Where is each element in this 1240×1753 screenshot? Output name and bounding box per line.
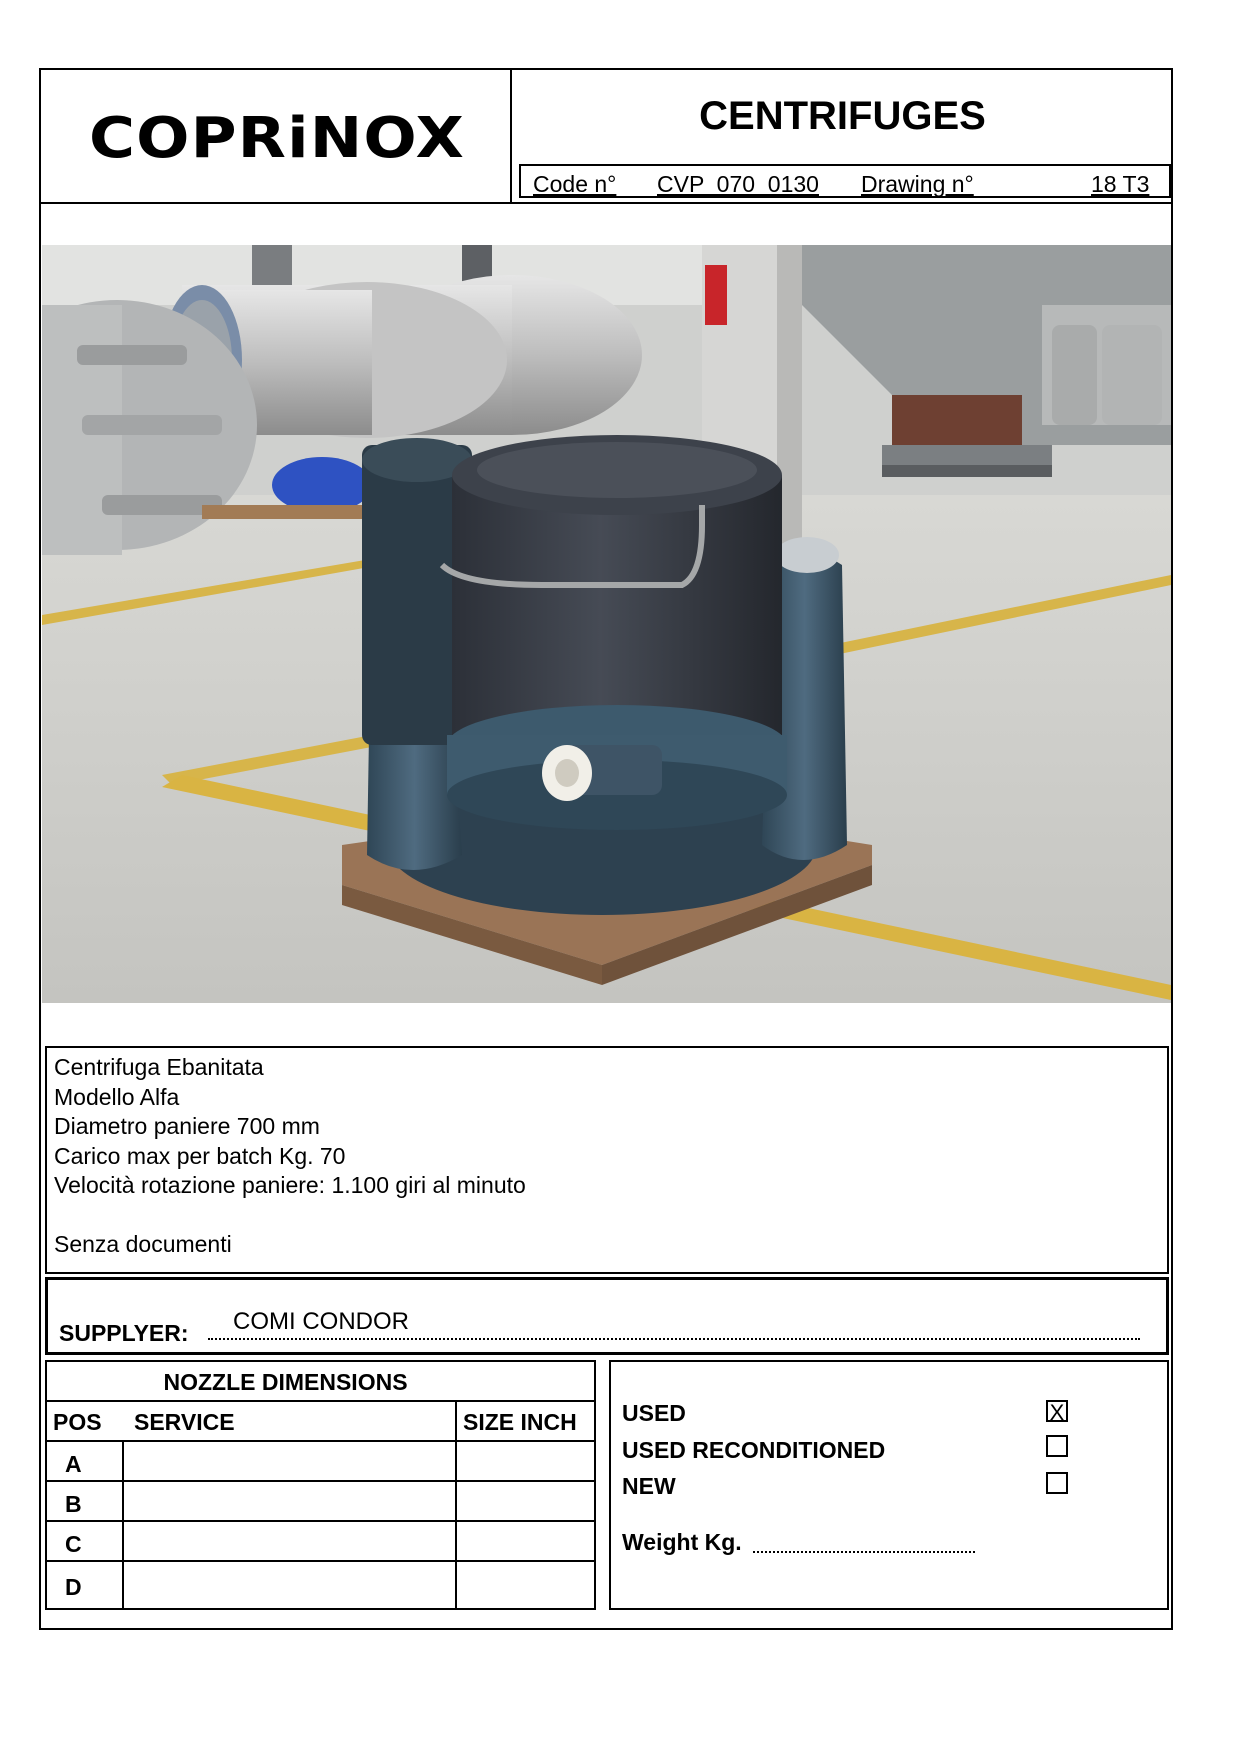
table-row xyxy=(47,1562,594,1608)
description-note: Senza documenti xyxy=(54,1230,232,1257)
row-pos: D xyxy=(65,1574,82,1600)
supplier-box xyxy=(45,1277,1169,1355)
code-row xyxy=(519,164,1171,198)
table-row xyxy=(47,1482,594,1522)
description-line: Velocità rotazione paniere: 1.100 giri al minuto xyxy=(54,1172,526,1198)
table-row xyxy=(47,1522,594,1562)
logo-cell xyxy=(41,70,512,202)
header-pos: POS xyxy=(53,1409,102,1435)
nozzle-table-title xyxy=(47,1362,594,1402)
datasheet xyxy=(39,68,1173,1630)
description-line: Diametro paniere 700 mm xyxy=(54,1113,320,1139)
new-label: NEW xyxy=(622,1473,676,1499)
row-pos: A xyxy=(65,1451,82,1477)
table-row xyxy=(47,1442,594,1482)
product-photo xyxy=(42,245,1171,1003)
drawing-label: Drawing n° xyxy=(861,171,974,197)
new-checkbox[interactable] xyxy=(1046,1472,1068,1494)
used-reconditioned-label: USED RECONDITIONED xyxy=(622,1437,886,1463)
description-line: Modello Alfa xyxy=(54,1083,180,1110)
used-checkbox[interactable]: X xyxy=(1046,1400,1068,1422)
page-title: CENTRIFUGES xyxy=(699,94,986,138)
code-label: Code n° xyxy=(533,171,617,197)
condition-box xyxy=(609,1360,1169,1610)
code-value: CVP 070 0130 xyxy=(657,171,819,197)
supplier-value: COMI CONDOR xyxy=(233,1308,409,1335)
row-pos: B xyxy=(65,1491,82,1517)
header-service: SERVICE xyxy=(134,1409,235,1435)
drawing-value: 18 T3 xyxy=(1091,171,1150,197)
supplier-label: SUPPLYER: xyxy=(59,1320,189,1346)
description-line: Centrifuga Ebanitata xyxy=(54,1054,264,1080)
nozzle-header-row xyxy=(47,1400,594,1442)
supplier-dotted-line xyxy=(208,1338,1140,1340)
description-line: Carico max per batch Kg. 70 xyxy=(54,1142,346,1169)
nozzle-table xyxy=(45,1360,596,1610)
weight-label: Weight Kg. xyxy=(622,1529,742,1555)
row-pos: C xyxy=(65,1531,82,1557)
header xyxy=(41,70,1171,204)
weight-dotted-line xyxy=(753,1551,975,1553)
description-box xyxy=(45,1046,1169,1274)
nozzle-title-text: NOZZLE DIMENSIONS xyxy=(163,1369,408,1395)
company-logo: COPRiNOX xyxy=(89,106,466,171)
used-label: USED xyxy=(622,1400,686,1426)
used-reconditioned-checkbox[interactable] xyxy=(1046,1435,1068,1457)
header-size: SIZE INCH xyxy=(463,1409,577,1435)
